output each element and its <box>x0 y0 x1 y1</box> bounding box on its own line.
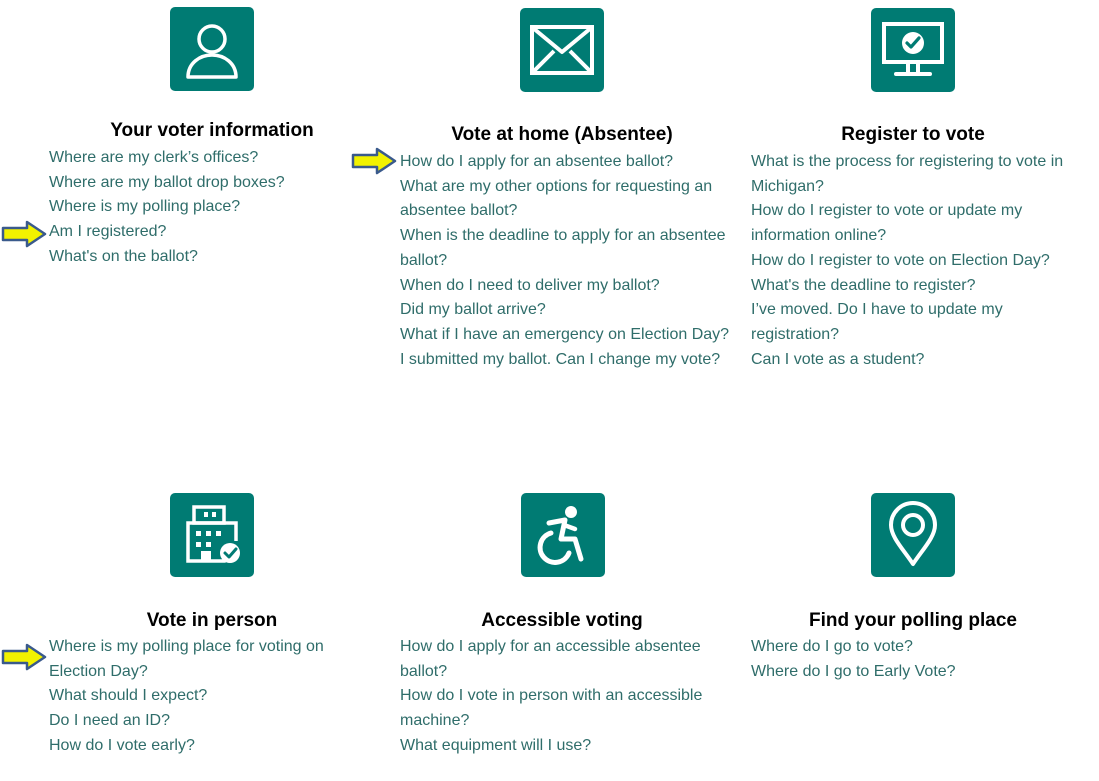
link-early-vote-location[interactable]: Where do I go to Early Vote? <box>751 662 956 680</box>
list-item <box>400 298 730 323</box>
link-moved[interactable]: I’ve moved. Do I have to update my registration? <box>751 301 1003 343</box>
highlight-arrow-icon <box>1 220 47 248</box>
link-list <box>751 635 1081 684</box>
list-item <box>751 249 1081 274</box>
card-title: Your voter information <box>110 120 314 141</box>
card-title: Vote at home (Absentee) <box>451 124 673 145</box>
card-title: Vote in person <box>146 610 278 631</box>
link-equipment[interactable]: What equipment will I use? <box>400 736 592 754</box>
list-item <box>751 660 1081 685</box>
vote-in-person-tile[interactable] <box>170 493 254 577</box>
list-item <box>49 245 379 270</box>
list-item <box>49 734 379 759</box>
link-whats-on-ballot[interactable]: What's on the ballot? <box>49 247 198 265</box>
list-item <box>751 348 1081 373</box>
wheelchair-icon <box>531 503 595 567</box>
link-vote-early[interactable]: How do I vote early? <box>49 736 195 754</box>
link-register-election-day[interactable]: How do I register to vote on Election Day? <box>751 251 1050 269</box>
link-change-ballot[interactable]: I submitted my ballot. Can I change my vote? <box>400 350 721 368</box>
list-item <box>49 195 379 220</box>
list-item <box>751 274 1081 299</box>
link-ballot-arrive[interactable]: Did my ballot arrive? <box>400 301 546 319</box>
link-what-to-expect[interactable]: What should I expect? <box>49 687 208 705</box>
link-student[interactable]: Can I vote as a student? <box>751 350 925 368</box>
link-registering-process[interactable]: What is the process for registering to vote in Michigan? <box>751 153 1064 195</box>
link-emergency[interactable]: What if I have an emergency on Election Day? <box>400 325 730 343</box>
link-deliver-ballot[interactable]: When do I need to deliver my ballot? <box>400 276 660 294</box>
list-item <box>751 298 1081 347</box>
link-apply-absentee[interactable]: How do I apply for an absentee ballot? <box>400 153 674 170</box>
vote-at-home-tile[interactable] <box>520 8 604 92</box>
list-item <box>49 684 379 709</box>
link-list <box>49 146 379 270</box>
highlight-arrow-icon <box>351 147 397 175</box>
card-title: Register to vote <box>841 124 985 145</box>
envelope-icon <box>529 24 595 76</box>
link-list <box>751 150 1081 372</box>
list-item <box>400 635 730 684</box>
link-accessible-absentee[interactable]: How do I apply for an accessible absentee ballot? <box>400 638 701 680</box>
link-register-deadline[interactable]: What's the deadline to register? <box>751 276 976 294</box>
find-polling-place-tile[interactable] <box>871 493 955 577</box>
highlight-arrow-icon <box>1 643 47 671</box>
list-item <box>49 709 379 734</box>
accessible-voting-tile[interactable] <box>521 493 605 577</box>
location-pin-icon <box>885 501 941 569</box>
link-list <box>49 635 379 759</box>
list-item <box>400 348 730 373</box>
link-polling-place-election-day[interactable]: Where is my polling place for voting on Election Day? <box>49 638 324 680</box>
list-item <box>49 635 379 684</box>
link-deadline-apply[interactable]: When is the deadline to apply for an absentee ballot? <box>400 227 726 269</box>
list-item <box>400 175 730 224</box>
link-where-to-vote[interactable]: Where do I go to vote? <box>751 638 913 655</box>
list-item <box>751 635 1081 660</box>
person-icon <box>180 17 244 81</box>
card-title: Find your polling place <box>809 610 1017 631</box>
list-item <box>49 171 379 196</box>
link-ballot-drop-boxes[interactable]: Where are my ballot drop boxes? <box>49 173 285 191</box>
link-am-i-registered[interactable]: Am I registered? <box>49 223 167 241</box>
link-polling-place[interactable]: Where is my polling place? <box>49 198 241 216</box>
link-list <box>400 150 730 372</box>
link-clerks-offices[interactable]: Where are my clerk’s offices? <box>49 149 259 166</box>
building-check-icon <box>180 503 244 567</box>
list-item <box>400 224 730 273</box>
list-item <box>400 734 730 759</box>
link-accessible-machine[interactable]: How do I vote in person with an accessible machine? <box>400 687 703 730</box>
list-item <box>49 146 379 171</box>
list-item <box>400 323 730 348</box>
link-register-online[interactable]: How do I register to vote or update my information online? <box>751 202 1023 245</box>
monitor-check-icon <box>880 20 946 80</box>
list-item <box>400 684 730 733</box>
list-item <box>49 220 379 245</box>
list-item <box>400 274 730 299</box>
register-to-vote-tile[interactable] <box>871 8 955 92</box>
link-list <box>400 635 730 759</box>
list-item <box>751 199 1081 248</box>
your-voter-information-tile[interactable] <box>170 7 254 91</box>
list-item <box>400 150 730 175</box>
link-need-id[interactable]: Do I need an ID? <box>49 712 170 730</box>
link-other-options[interactable]: What are my other options for requesting an absentee ballot? <box>400 177 713 220</box>
card-title: Accessible voting <box>481 610 643 631</box>
list-item <box>751 150 1081 199</box>
